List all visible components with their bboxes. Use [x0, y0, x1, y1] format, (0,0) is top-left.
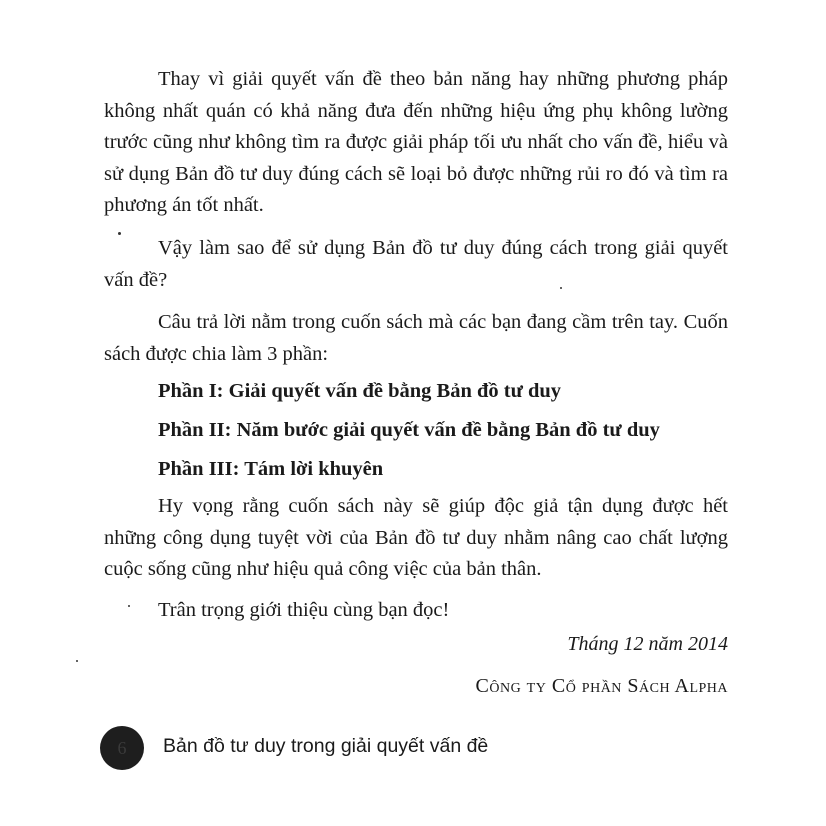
print-speck [118, 232, 121, 235]
closing-line: Trân trọng giới thiệu cùng bạn đọc! [158, 599, 450, 621]
intro-paragraph-1: Thay vì giải quyết vấn đề theo bản năng hay những phương pháp không nhất quán có khả năng đưa đến những hiệu ứng phụ không lường trước cũng như không tìm ra được giải pháp tối ưu nhất cho vấn đề, hiểu và sử dụng Bản đồ tư duy đúng cách sẽ loại bỏ được những rủi ro đó và tìm ra phương án tốt nhất. [104, 68, 728, 216]
page-number-badge: 6 [100, 726, 144, 770]
page-footer [100, 726, 600, 770]
running-book-title: Bản đồ tư duy trong giải quyết vấn đề [163, 735, 489, 757]
intro-paragraph-4: Hy vọng rằng cuốn sách này sẽ giúp độc giả tận dụng được hết những công dụng tuyệt vời của Bản đồ tư duy nhằm nâng cao chất lượng cuộc sống cũng như hiệu quả công việc của bản thân. [104, 495, 728, 580]
intro-paragraph-3: Câu trả lời nằm trong cuốn sách mà các bạn đang cầm trên tay. Cuốn sách được chia làm 3 phần: [104, 311, 728, 365]
part-2-heading: Phần II: Năm bước giải quyết vấn đề bằng Bản đồ tư duy [158, 419, 660, 441]
print-speck [128, 605, 130, 607]
print-speck [560, 287, 562, 289]
part-3-heading: Phần III: Tám lời khuyên [158, 458, 384, 480]
part-1-heading: Phần I: Giải quyết vấn đề bằng Bản đồ tư duy [158, 380, 562, 402]
print-speck [76, 660, 78, 662]
signature-company: Công ty Cổ phần Sách Alpha [475, 675, 728, 697]
intro-paragraph-2: Vậy làm sao để sử dụng Bản đồ tư duy đúng cách trong giải quyết vấn đề? [104, 237, 728, 291]
signature-date: Tháng 12 năm 2014 [567, 633, 728, 655]
